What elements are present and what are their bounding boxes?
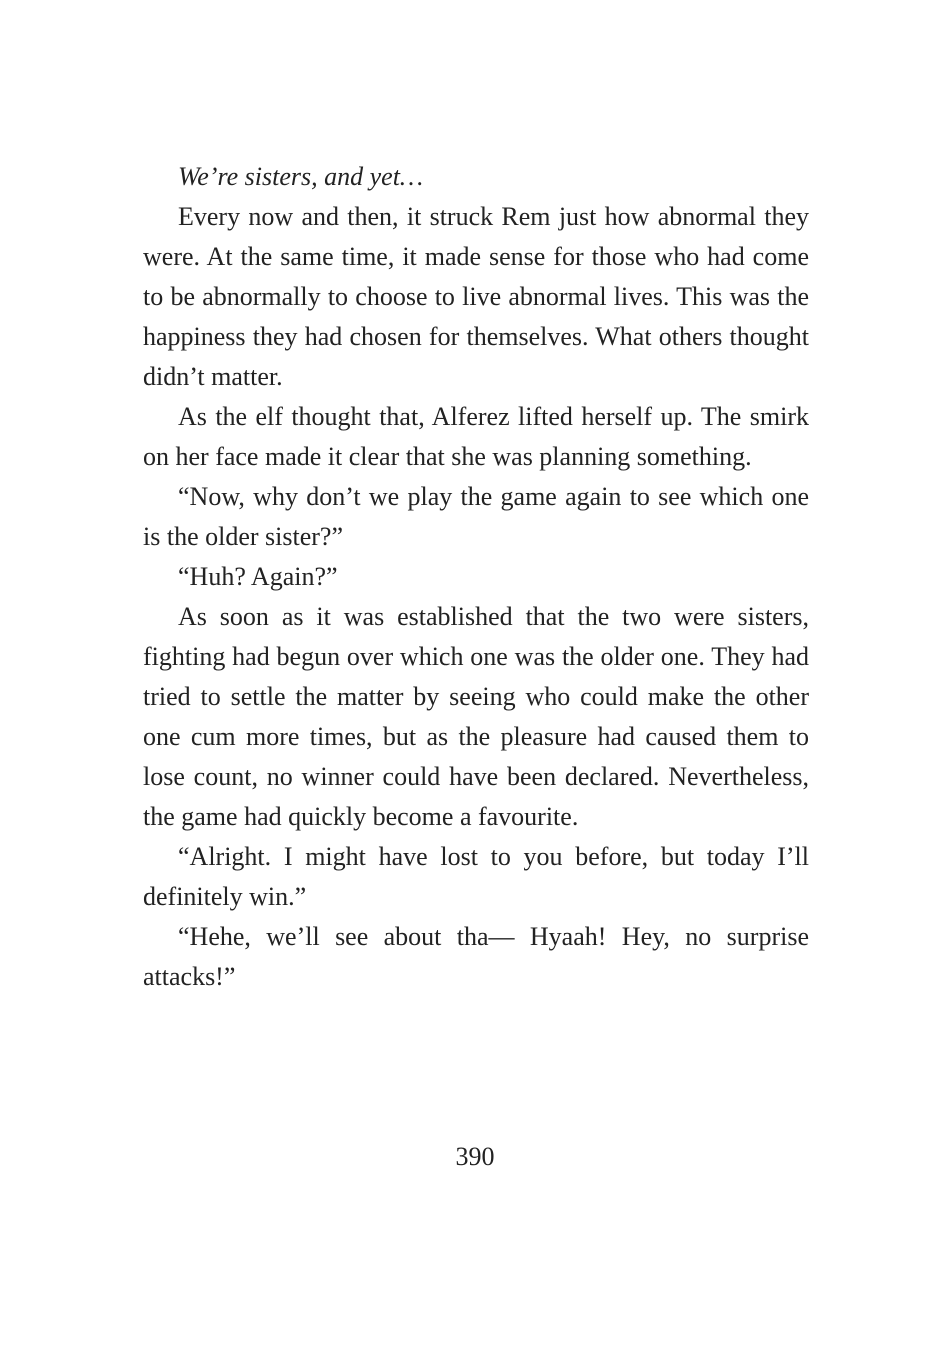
paragraph: As soon as it was established that the two were sisters, fighting had begun over which one was the older one. They had tried to settle the matter by seeing who could make the other one cum more times, but as the pleasure had caused them to lose count, no winner could have been declared. Nevertheless, the game had quickly become a favourite. xyxy=(143,602,809,831)
body-text xyxy=(143,157,809,997)
paragraph: Every now and then, it struck Rem just how abnormal they were. At the same time, it made sense for those who had come to be abnormally to choose to live abnormal lives. This was the happiness they had chosen for themselves. What others thought didn’t matter. xyxy=(143,202,809,391)
paragraph-dialogue: “Huh? Again?” xyxy=(178,562,338,591)
paragraph-dialogue: “Now, why don’t we play the game again to see which one is the older sister?” xyxy=(143,482,809,551)
paragraph-dialogue: “Hehe, we’ll see about tha— Hyaah! Hey, no surprise attacks!” xyxy=(143,922,809,991)
paragraph-dialogue: “Alright. I might have lost to you before, but today I’ll definitely win.” xyxy=(143,842,809,911)
paragraph: As the elf thought that, Alferez lifted herself up. The smirk on her face made it clear that she was planning something. xyxy=(143,402,809,471)
paragraph-thought: We’re sisters, and yet… xyxy=(178,162,424,191)
page-number: 390 xyxy=(455,1142,495,1171)
